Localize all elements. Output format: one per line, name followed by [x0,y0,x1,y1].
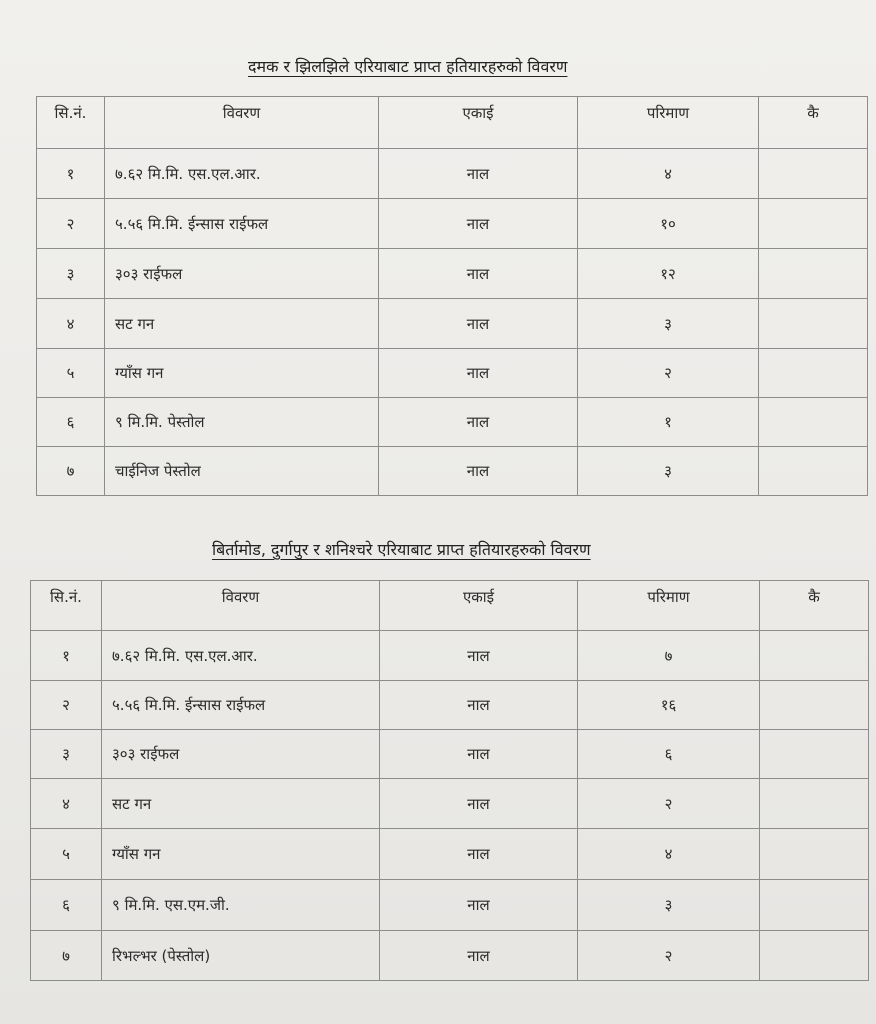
cell-quantity: ७ [578,631,760,681]
cell-unit: नाल [380,779,578,829]
header-serial: सि.नं. [31,581,102,631]
cell-remarks [760,779,869,829]
cell-remarks [759,299,868,349]
table-row [37,299,868,349]
cell-serial: ६ [31,880,102,931]
cell-quantity: ४ [578,149,759,199]
cell-unit: नाल [379,447,578,496]
table-row [37,149,868,199]
table-row [37,249,868,299]
section-title-damak: दमक र झिलझिले एरियाबाट प्राप्त हतियारहरुको विवरण [248,57,568,76]
table-row [31,730,869,779]
cell-unit: नाल [380,880,578,931]
cell-serial: ३ [31,730,102,779]
cell-description: ग्याँस गन [105,349,379,398]
cell-description: ९ मि.मि. एस.एम.जी. [102,880,380,931]
cell-unit: नाल [380,931,578,981]
table-row [31,779,869,829]
table-row [37,447,868,496]
section-title-birtamod: बिर्तामोड, दुर्गापुर र शनिश्चरे एरियाबाट प्राप्त हतियारहरुको विवरण [212,540,591,559]
cell-unit: नाल [379,349,578,398]
cell-remarks [759,149,868,199]
table-row [37,199,868,249]
cell-serial: ५ [31,829,102,880]
cell-serial: ४ [37,299,105,349]
cell-description: सट गन [105,299,379,349]
cell-description: ५.५६ मि.मि. ईन्सास राईफल [102,681,380,730]
cell-serial: १ [37,149,105,199]
cell-quantity: १ [578,398,759,447]
cell-description: ७.६२ मि.मि. एस.एल.आर. [105,149,379,199]
cell-quantity: २ [578,349,759,398]
cell-unit: नाल [379,398,578,447]
cell-remarks [760,880,869,931]
cell-remarks [759,447,868,496]
header-quantity: परिमाण [578,97,759,149]
cell-remarks [760,730,869,779]
table-row [31,631,869,681]
header-description: विवरण [105,97,379,149]
cell-unit: नाल [380,631,578,681]
cell-remarks [759,349,868,398]
cell-quantity: ६ [578,730,760,779]
cell-description: रिभल्भर (पेस्तोल) [102,931,380,981]
cell-serial: ४ [31,779,102,829]
header-unit: एकाई [380,581,578,631]
cell-description: चाईनिज पेस्तोल [105,447,379,496]
header-quantity: परिमाण [578,581,760,631]
header-remarks: कै [759,97,868,149]
cell-unit: नाल [380,681,578,730]
cell-unit: नाल [380,829,578,880]
table-row [31,829,869,880]
cell-description: ३०३ राईफल [105,249,379,299]
table-header-row [31,581,869,631]
weapons-table-damak [36,96,868,496]
cell-quantity: २ [578,779,760,829]
cell-quantity: ३ [578,880,760,931]
cell-description: ५.५६ मि.मि. ईन्सास राईफल [105,199,379,249]
cell-quantity: १२ [578,249,759,299]
cell-description: सट गन [102,779,380,829]
table-row [31,880,869,931]
cell-remarks [759,249,868,299]
cell-serial: ६ [37,398,105,447]
cell-remarks [760,829,869,880]
header-serial: सि.नं. [37,97,105,149]
cell-remarks [759,199,868,249]
table-row [37,398,868,447]
cell-quantity: ३ [578,299,759,349]
cell-remarks [760,631,869,681]
cell-serial: २ [37,199,105,249]
cell-unit: नाल [380,730,578,779]
cell-serial: ५ [37,349,105,398]
cell-unit: नाल [379,199,578,249]
cell-remarks [759,398,868,447]
cell-unit: नाल [379,299,578,349]
cell-remarks [760,681,869,730]
cell-serial: ७ [31,931,102,981]
table-header-row [37,97,868,149]
header-unit: एकाई [379,97,578,149]
cell-unit: नाल [379,249,578,299]
table-row [31,681,869,730]
cell-description: ९ मि.मि. पेस्तोल [105,398,379,447]
cell-serial: २ [31,681,102,730]
cell-serial: ७ [37,447,105,496]
cell-quantity: २ [578,931,760,981]
header-remarks: कै [760,581,869,631]
cell-quantity: १६ [578,681,760,730]
cell-quantity: ३ [578,447,759,496]
cell-quantity: १० [578,199,759,249]
table-row [37,349,868,398]
header-description: विवरण [102,581,380,631]
cell-serial: १ [31,631,102,681]
weapons-table-birtamod [30,580,869,981]
table-row [31,931,869,981]
cell-serial: ३ [37,249,105,299]
cell-remarks [760,931,869,981]
cell-quantity: ४ [578,829,760,880]
cell-description: ३०३ राईफल [102,730,380,779]
cell-unit: नाल [379,149,578,199]
cell-description: ग्याँस गन [102,829,380,880]
cell-description: ७.६२ मि.मि. एस.एल.आर. [102,631,380,681]
